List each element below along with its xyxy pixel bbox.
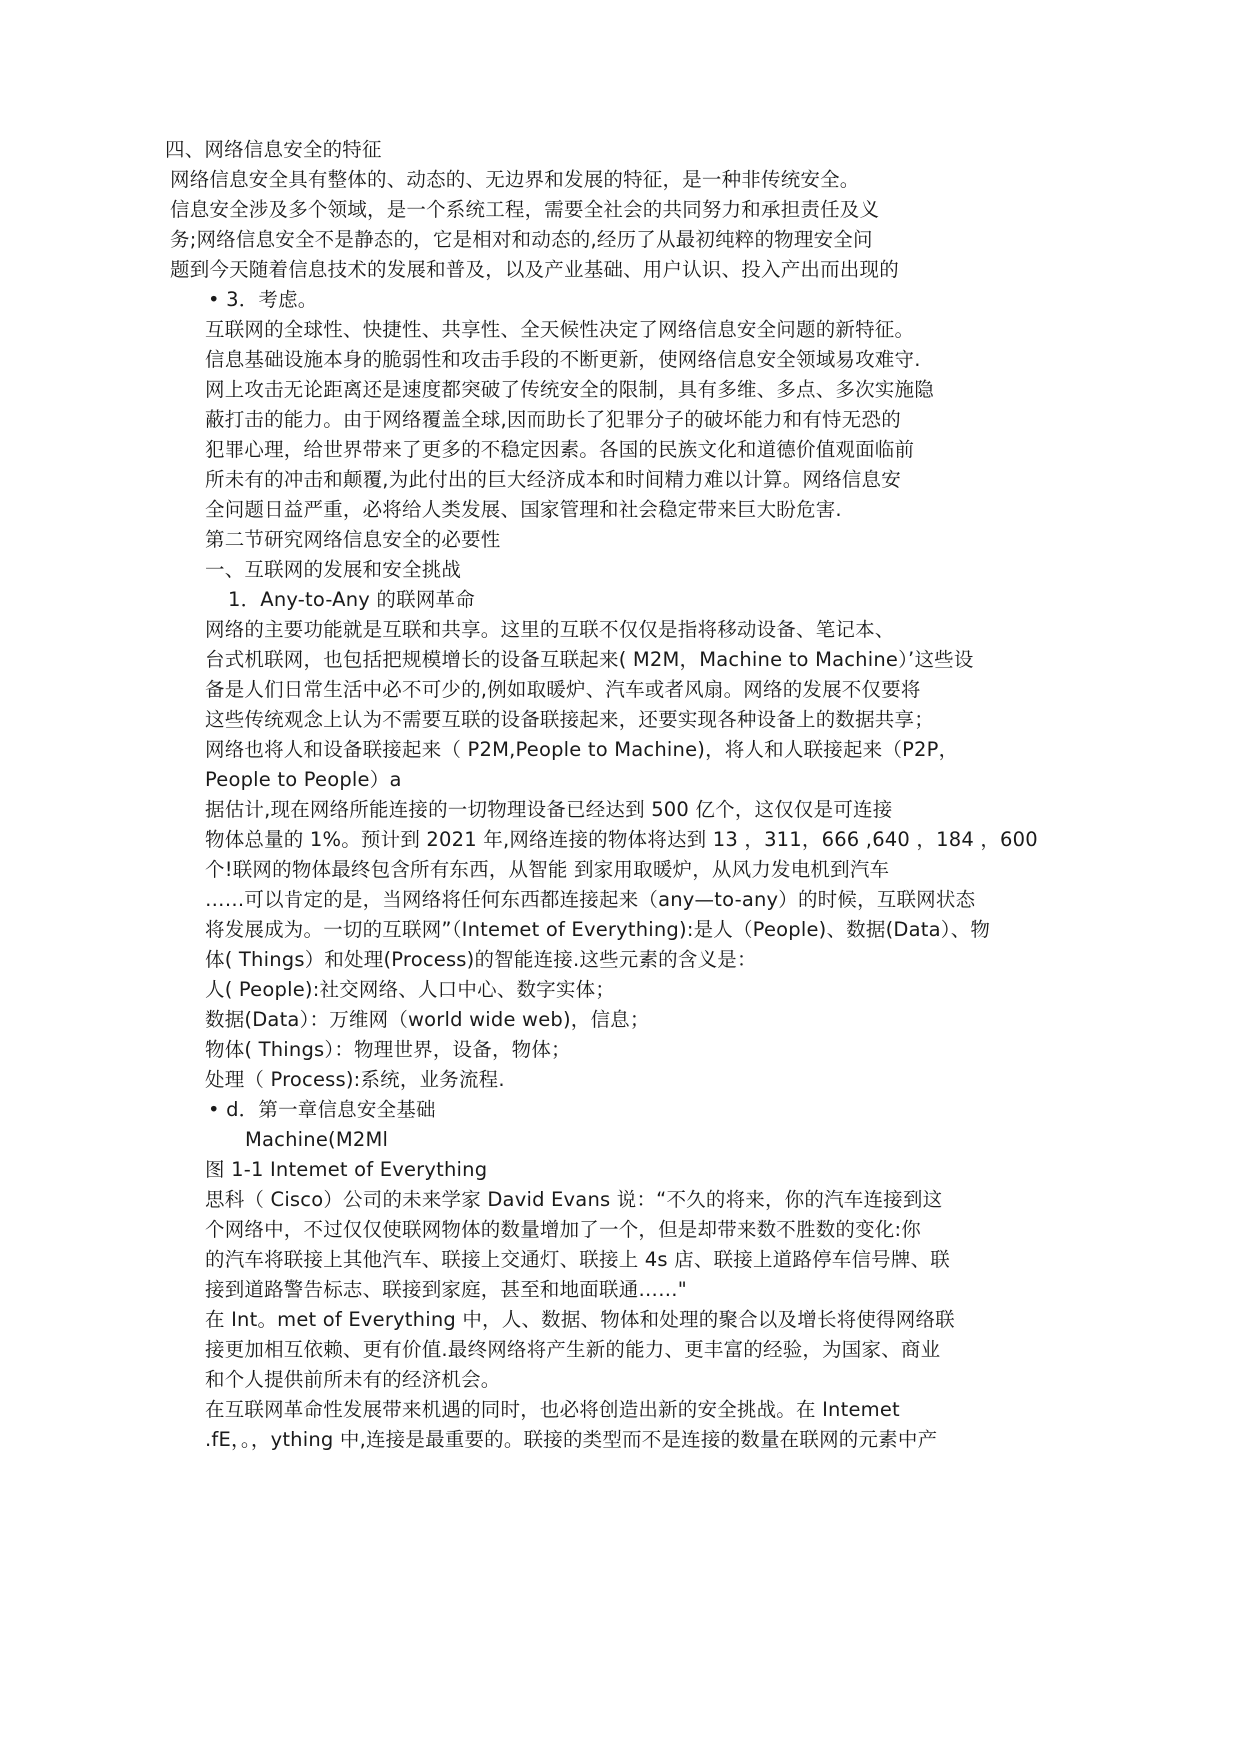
paragraph-line: 网络也将人和设备联接起来（ P2M,People to Machine)，将人和人联接起来（P2P， [205,738,959,761]
paragraph-line: .fE，。，ything 中,连接是最重要的。联接的类型而不是连接的数量在联网的元素中产 [205,1428,938,1451]
paragraph-line: 将发展成为。一切的互联网”（Intemet of Everything):是人（People)、数据(Data）、物 [205,918,991,941]
definition-line: 人( People):社交网络、人口中心、数字实体； [205,978,615,1001]
section-heading: 四、网络信息安全的特征 [165,138,382,161]
paragraph-line: 在 Int。met of Everything 中，人、数据、物体和处理的聚合以及增长将使得网络联 [205,1308,955,1331]
section-heading: 第二节研究网络信息安全的必要性 [205,528,501,551]
paragraph-line: 网络的主要功能就是互联和共享。这里的互联不仅仅是指将移动设备、笔记本、 [205,618,895,641]
paragraph-line: 这些传统观念上认为不需要互联的设备联接起来，还要实现各种设备上的数据共享； [205,708,934,731]
paragraph-line: 互联网的全球性、快捷性、共享性、全天候性决定了网络信息安全问题的新特征。 [205,318,915,341]
paragraph-line: 网上攻击无论距离还是速度都突破了传统安全的限制，具有多维、多点、多次实施隐 [205,378,934,401]
paragraph-line: 务;网络信息安全不是静态的，它是相对和动态的,经历了从最初纯粹的物理安全问 [170,228,873,251]
paragraph-line: 信息基础设施本身的脆弱性和攻击手段的不断更新，使网络信息安全领域易攻难守. [205,348,921,371]
figure-fragment: Machine(M2Ml [245,1128,389,1151]
paragraph-line: 接更加相互依赖、更有价值.最终网络将产生新的能力、更丰富的经验，为国家、商业 [205,1338,941,1361]
figure-caption: 图 1-1 Intemet of Everything [205,1158,488,1181]
definition-line: 处理（ Process):系统，业务流程. [205,1068,505,1091]
paragraph-line: 蔽打击的能力。由于网络覆盖全球,因而助长了犯罪分子的破坏能力和有恃无恐的 [205,408,901,431]
section-heading: 一、互联网的发展和安全挑战 [205,558,462,581]
paragraph-line: 全问题日益严重，必将给人类发展、国家管理和社会稳定带来巨大盼危害. [205,498,842,521]
subsection-heading: 1．Any-to-Any 的联网革命 [228,588,475,611]
list-item: • d．第一章信息安全基础 [208,1098,436,1121]
paragraph-line: 个!联网的物体最终包含所有东西，从智能 到家用取暖炉，从风力发电机到汽车 [205,858,890,881]
definition-line: 数据(Data）：万维网（world wide web)，信息； [205,1008,650,1031]
paragraph-line: 犯罪心理，给世界带来了更多的不稳定因素。各国的民族文化和道德价值观面临前 [205,438,915,461]
paragraph-line: 备是人们日常生活中必不可少的,例如取暖炉、汽车或者风扇。网络的发展不仅要将 [205,678,921,701]
paragraph-line: 的汽车将联接上其他汽车、联接上交通灯、联接上 4s 店、联接上道路停车信号牌、联 [205,1248,950,1271]
paragraph-line: 题到今天随着信息技术的发展和普及，以及产业基础、用户认识、投入产出而出现的 [170,258,899,281]
paragraph-line: 思科（ Cisco）公司的未来学家 David Evans 说：“不久的将来，你的汽车连接到这 [205,1188,943,1211]
paragraph-line: 据估计,现在网络所能连接的一切物理设备已经达到 500 亿个，这仅仅是可连接 [205,798,893,821]
paragraph-line: 和个人提供前所未有的经济机会。 [205,1368,501,1391]
paragraph-line: 网络信息安全具有整体的、动态的、无边界和发展的特征，是一种非传统安全。 [170,168,860,191]
paragraph-line: 所未有的冲击和颠覆,为此付出的巨大经济成本和时间精力难以计算。网络信息安 [205,468,901,491]
paragraph-line: 接到道路警告标志、联接到家庭，甚至和地面联通……" [205,1278,687,1301]
paragraph-line: 物体总量的 1%。预计到 2021 年,网络连接的物体将达到 13 ，311，666 ,640 ，184 ，600 [205,828,1038,851]
paragraph-line: 信息安全涉及多个领域，是一个系统工程，需要全社会的共同努力和承担责任及义 [170,198,880,221]
paragraph-line: People to People）a [205,768,402,791]
paragraph-line: 台式机联网，也包括把规模增长的设备互联起来( M2M，Machine to Machine）’这些设 [205,648,974,671]
paragraph-line: 体( Things）和处理(Process)的智能连接.这些元素的含义是： [205,948,757,971]
paragraph-line: 个网络中，不过仅仅使联网物体的数量增加了一个，但是却带来数不胜数的变化:你 [205,1218,921,1241]
list-item: • 3．考虑。 [208,288,318,311]
paragraph-line: ……可以肯定的是，当网络将任何东西都连接起来（any—to-any）的时候，互联网状态 [205,888,976,911]
definition-line: 物体( Things）：物理世界，设备，物体； [205,1038,571,1061]
paragraph-line: 在互联网革命性发展带来机遇的同时，也必将创造出新的安全挑战。在 Intemet [205,1398,900,1421]
